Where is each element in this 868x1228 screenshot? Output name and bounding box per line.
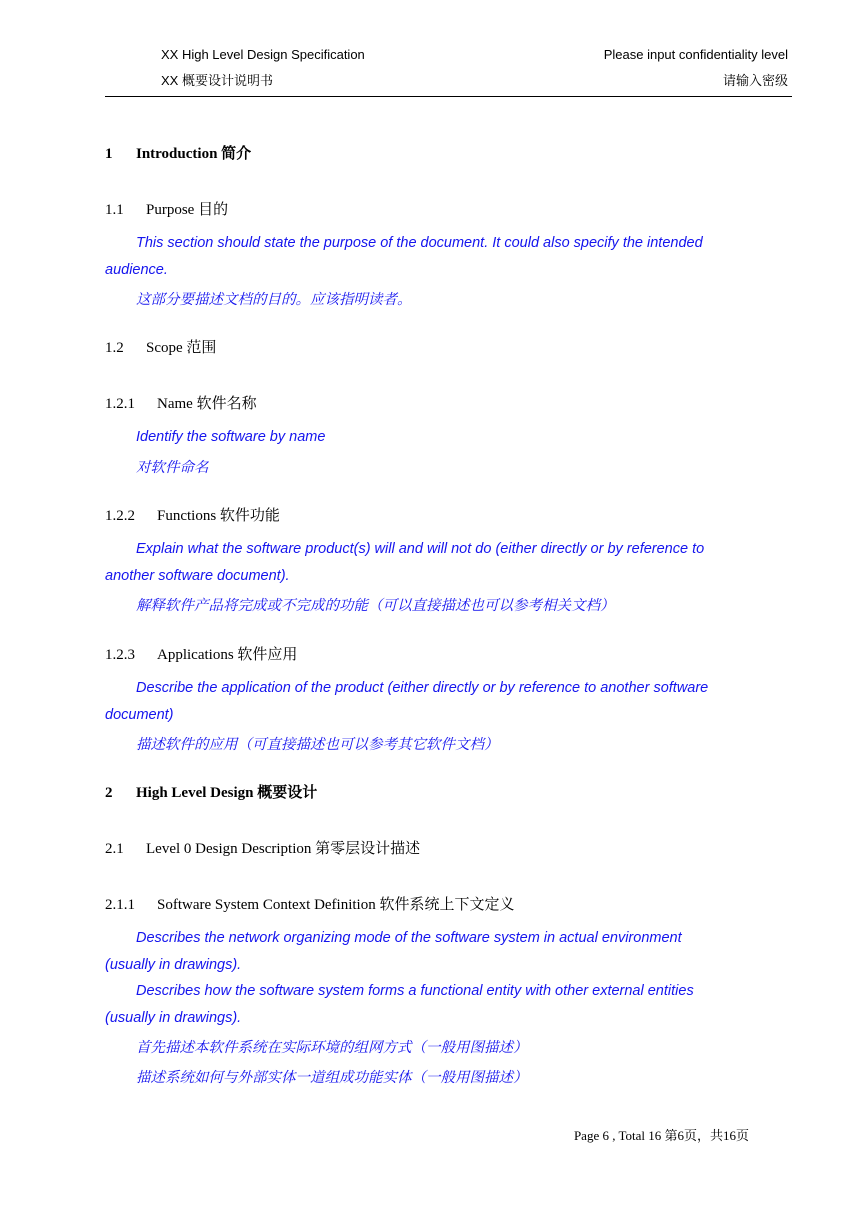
heading-1-1 [105, 198, 745, 219]
heading-text: Purpose 目的 [146, 202, 229, 218]
heading-number: 1 [105, 146, 113, 162]
heading-text: Name 软件名称 [157, 396, 257, 412]
heading-number: 1.2 [105, 340, 124, 356]
context-body-cn-2: 描述系统如何与外部实体一道组成功能实体（一般用图描述） [136, 1070, 528, 1086]
heading-1 [105, 142, 745, 163]
heading-text: Introduction 简介 [136, 146, 252, 162]
heading-text: Scope 范围 [146, 340, 217, 356]
heading-number: 1.2.3 [105, 647, 135, 663]
heading-1-2-1 [105, 392, 745, 413]
heading-number: 1.2.2 [105, 508, 135, 524]
applications-body-cn: 描述软件的应用（可直接描述也可以参考其它软件文档） [136, 737, 499, 753]
heading-2 [105, 781, 745, 802]
heading-number: 2.1 [105, 841, 124, 857]
purpose-body-cn: 这部分要描述文档的目的。应该指明读者。 [136, 292, 412, 308]
heading-2-1-1 [105, 893, 745, 914]
name-body-cn: 对软件命名 [136, 460, 209, 476]
header-divider [105, 96, 792, 97]
purpose-body-en: This section should state the purpose of the document. It could also specify the intended audience. [105, 235, 703, 278]
page-footer: Page 6 , Total 16 第6页，共16页 [573, 1128, 749, 1143]
functions-body-cn: 解释软件产品将完成或不完成的功能（可以直接描述也可以参考相关文档） [136, 598, 615, 614]
doc-title-en: XX High Level Design Specification [161, 47, 365, 62]
heading-number: 2 [105, 785, 113, 801]
confidentiality-cn: 请输入密级 [722, 73, 788, 88]
functions-body-en: Explain what the software product(s) will and will not do (either directly or by reference to another software document). [105, 541, 705, 584]
context-body-en-1: Describes the network organizing mode of the software system in actual environment (usually in drawings). [105, 930, 682, 973]
heading-number: 1.2.1 [105, 396, 135, 412]
confidentiality-en: Please input confidentiality level [603, 47, 788, 62]
applications-body-en: Describe the application of the product (either directly or by reference to another software document) [105, 680, 709, 723]
name-body-en: Identify the software by name [136, 429, 326, 445]
heading-2-1 [105, 837, 745, 858]
heading-1-2-2 [105, 504, 745, 525]
heading-1-2 [105, 336, 745, 357]
heading-number: 1.1 [105, 202, 124, 218]
heading-text: High Level Design 概要设计 [136, 785, 318, 801]
heading-1-2-3 [105, 643, 745, 664]
heading-text: Level 0 Design Description 第零层设计描述 [146, 841, 421, 857]
context-body-cn-1: 首先描述本软件系统在实际环境的组网方式（一般用图描述） [136, 1040, 528, 1056]
context-body-en-2: Describes how the software system forms a functional entity with other external entities (usually in drawings). [105, 983, 694, 1026]
heading-text: Software System Context Definition 软件系统上下文定义 [157, 897, 515, 913]
doc-title-cn: XX 概要设计说明书 [161, 73, 273, 88]
heading-text: Applications 软件应用 [157, 647, 298, 663]
heading-text: Functions 软件功能 [157, 508, 280, 524]
heading-number: 2.1.1 [105, 897, 135, 913]
